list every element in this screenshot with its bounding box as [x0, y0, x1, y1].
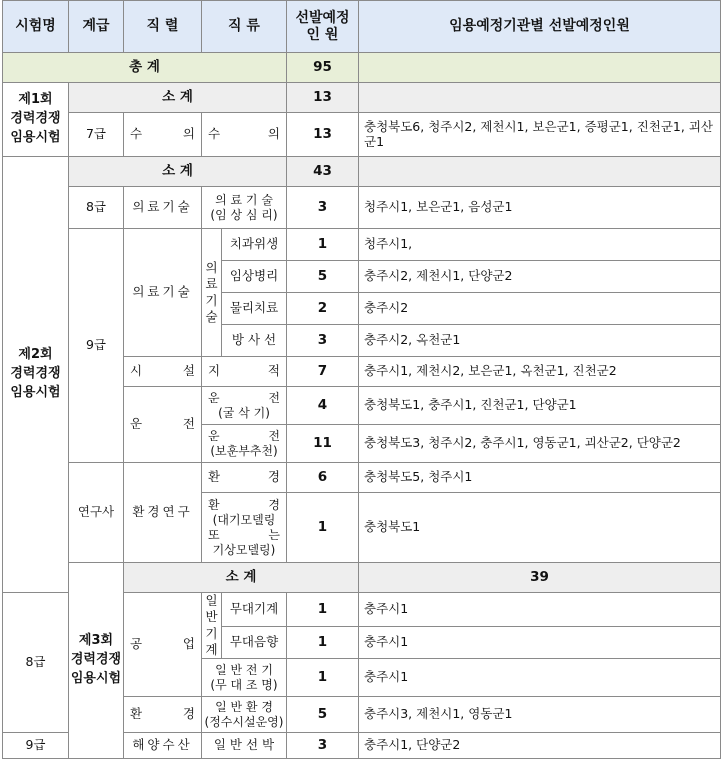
class-cell: 일 반 선 박	[202, 733, 287, 759]
exam2-name-line1: 제2회	[18, 347, 53, 363]
grade-cell: 7급	[69, 113, 124, 157]
institution-cell: 청주시1, 보은군1, 음성군1	[359, 187, 721, 229]
exam3-name-line3: 임용시험	[70, 670, 122, 686]
institution-cell: 충주시1	[359, 593, 721, 627]
class-cell	[202, 493, 287, 563]
class-line2: (보훈부추천)	[210, 443, 278, 458]
class-line4: 기상모델링)	[212, 542, 276, 557]
series-cell: 해양수산	[124, 733, 202, 759]
count-cell: 2	[287, 293, 359, 325]
institution-cell: 충청북도1	[359, 493, 721, 563]
class-cell	[202, 425, 287, 463]
count-cell: 1	[287, 493, 359, 563]
count-cell: 6	[287, 463, 359, 493]
exam3-name-line2: 경력경쟁	[70, 652, 122, 668]
count-cell: 1	[287, 593, 359, 627]
header-count	[287, 1, 359, 53]
header-row	[3, 1, 721, 53]
exam1-name-line2: 경력경쟁	[10, 111, 61, 127]
exam1-name-line3: 임용시험	[10, 129, 61, 145]
exam3-name	[69, 563, 124, 759]
grade-cell: 연구사	[69, 463, 124, 563]
grade-cell: 9급	[69, 229, 124, 463]
grand-total-blank	[359, 53, 721, 83]
class-cell: 수 의	[202, 113, 287, 157]
exam3-subtotal-count: 39	[359, 563, 721, 593]
grade-cell: 9급	[3, 733, 69, 759]
class-group-vertical: 의료기술	[205, 260, 218, 324]
class-cell	[202, 697, 287, 733]
exam3-subtotal-label: 소 계	[124, 563, 359, 593]
count-cell: 5	[287, 697, 359, 733]
class-line1: 운 전	[208, 390, 280, 405]
header-class: 직 류	[202, 1, 287, 53]
exam2-subtotal-row	[3, 157, 721, 187]
table-row	[3, 229, 721, 261]
series-cell: 환경연구	[124, 463, 202, 563]
class-cell: 지 적	[202, 357, 287, 387]
exam1-subtotal-count: 13	[287, 83, 359, 113]
header-count-line1: 선발예정	[295, 10, 350, 27]
class-cell: 무대기계	[222, 593, 287, 627]
count-cell: 7	[287, 357, 359, 387]
class-cell	[202, 659, 287, 697]
class-line3: 또 는	[208, 527, 280, 542]
institution-cell: 충주시2	[359, 293, 721, 325]
exam3-name-line1: 제3회	[78, 633, 114, 649]
count-cell: 1	[287, 659, 359, 697]
class-line1: 운 전	[208, 428, 280, 443]
exam2-subtotal-count: 43	[287, 157, 359, 187]
recruitment-table	[2, 0, 721, 759]
grand-total-row	[3, 53, 721, 83]
count-cell: 11	[287, 425, 359, 463]
series-cell: 의료기술	[124, 229, 202, 357]
class-line2: (굴 삭 기)	[218, 405, 270, 420]
series-cell: 의료기술	[124, 187, 202, 229]
exam1-name	[3, 83, 69, 157]
count-cell: 13	[287, 113, 359, 157]
institution-cell: 충주시1, 제천시2, 보은군1, 옥천군1, 진천군2	[359, 357, 721, 387]
count-cell: 3	[287, 733, 359, 759]
exam2-subtotal-label: 소 계	[69, 157, 287, 187]
class-line2: (정수시설운영)	[204, 714, 284, 729]
series-cell: 환 경	[124, 697, 202, 733]
class-line2: (임 상 심 리)	[210, 207, 278, 222]
header-institutions: 임용예정기관별 선발예정인원	[359, 1, 721, 53]
exam1-subtotal-row	[3, 83, 721, 113]
institution-cell: 충주시1	[359, 627, 721, 659]
class-group-cell	[202, 229, 222, 357]
exam2-subtotal-blank	[359, 157, 721, 187]
class-group-cell	[202, 593, 222, 659]
exam1-subtotal-label: 소 계	[69, 83, 287, 113]
table-row	[3, 463, 721, 493]
exam2-name-line2: 경력경쟁	[10, 366, 61, 382]
class-cell: 방 사 선	[222, 325, 287, 357]
table-row	[3, 187, 721, 229]
class-line2: (무 대 조 명)	[210, 677, 278, 692]
class-line1: 일 반 환 경	[215, 699, 273, 714]
class-line2: (대기모델링	[212, 512, 276, 527]
institution-cell: 충주시2, 옥천군1	[359, 325, 721, 357]
header-series: 직 렬	[124, 1, 202, 53]
class-line1: 환 경	[208, 497, 280, 512]
count-cell: 1	[287, 627, 359, 659]
exam1-name-line1: 제1회	[18, 92, 53, 108]
institution-cell: 충주시1	[359, 659, 721, 697]
class-cell	[202, 187, 287, 229]
grade-cell: 8급	[3, 593, 69, 733]
class-cell: 무대음향	[222, 627, 287, 659]
series-cell: 운 전	[124, 387, 202, 463]
exam3-subtotal-row	[3, 563, 721, 593]
exam2-name	[3, 157, 69, 593]
count-cell: 5	[287, 261, 359, 293]
grand-total-count: 95	[287, 53, 359, 83]
institution-cell: 청주시1,	[359, 229, 721, 261]
header-exam: 시험명	[3, 1, 69, 53]
series-cell: 수 의	[124, 113, 202, 157]
count-cell: 1	[287, 229, 359, 261]
class-cell: 임상병리	[222, 261, 287, 293]
class-cell: 환 경	[202, 463, 287, 493]
class-line1: 의 료 기 술	[215, 192, 273, 207]
institution-cell: 충청북도3, 청주시2, 충주시1, 영동군1, 괴산군2, 단양군2	[359, 425, 721, 463]
table-row	[3, 113, 721, 157]
class-cell: 물리치료	[222, 293, 287, 325]
class-group-vertical: 일반기계	[205, 593, 218, 657]
institution-cell: 충청북도1, 충주시1, 진천군1, 단양군1	[359, 387, 721, 425]
grade-cell: 8급	[69, 187, 124, 229]
class-line1: 일 반 전 기	[215, 662, 273, 677]
exam1-subtotal-blank	[359, 83, 721, 113]
institution-cell: 충주시1, 단양군2	[359, 733, 721, 759]
count-cell: 3	[287, 187, 359, 229]
count-cell: 4	[287, 387, 359, 425]
header-count-line2: 인 원	[306, 26, 339, 43]
exam2-name-line3: 임용시험	[10, 384, 61, 400]
institution-cell: 충주시3, 제천시1, 영동군1	[359, 697, 721, 733]
class-cell: 치과위생	[222, 229, 287, 261]
class-cell	[202, 387, 287, 425]
count-cell: 3	[287, 325, 359, 357]
institution-cell: 충청북도6, 청주시2, 제천시1, 보은군1, 증평군1, 진천군1, 괴산군1	[359, 113, 721, 157]
header-grade: 계급	[69, 1, 124, 53]
series-cell: 공 업	[124, 593, 202, 697]
series-cell: 시 설	[124, 357, 202, 387]
institution-cell: 충주시2, 제천시1, 단양군2	[359, 261, 721, 293]
grand-total-label: 총 계	[3, 53, 287, 83]
institution-cell: 충청북도5, 청주시1	[359, 463, 721, 493]
